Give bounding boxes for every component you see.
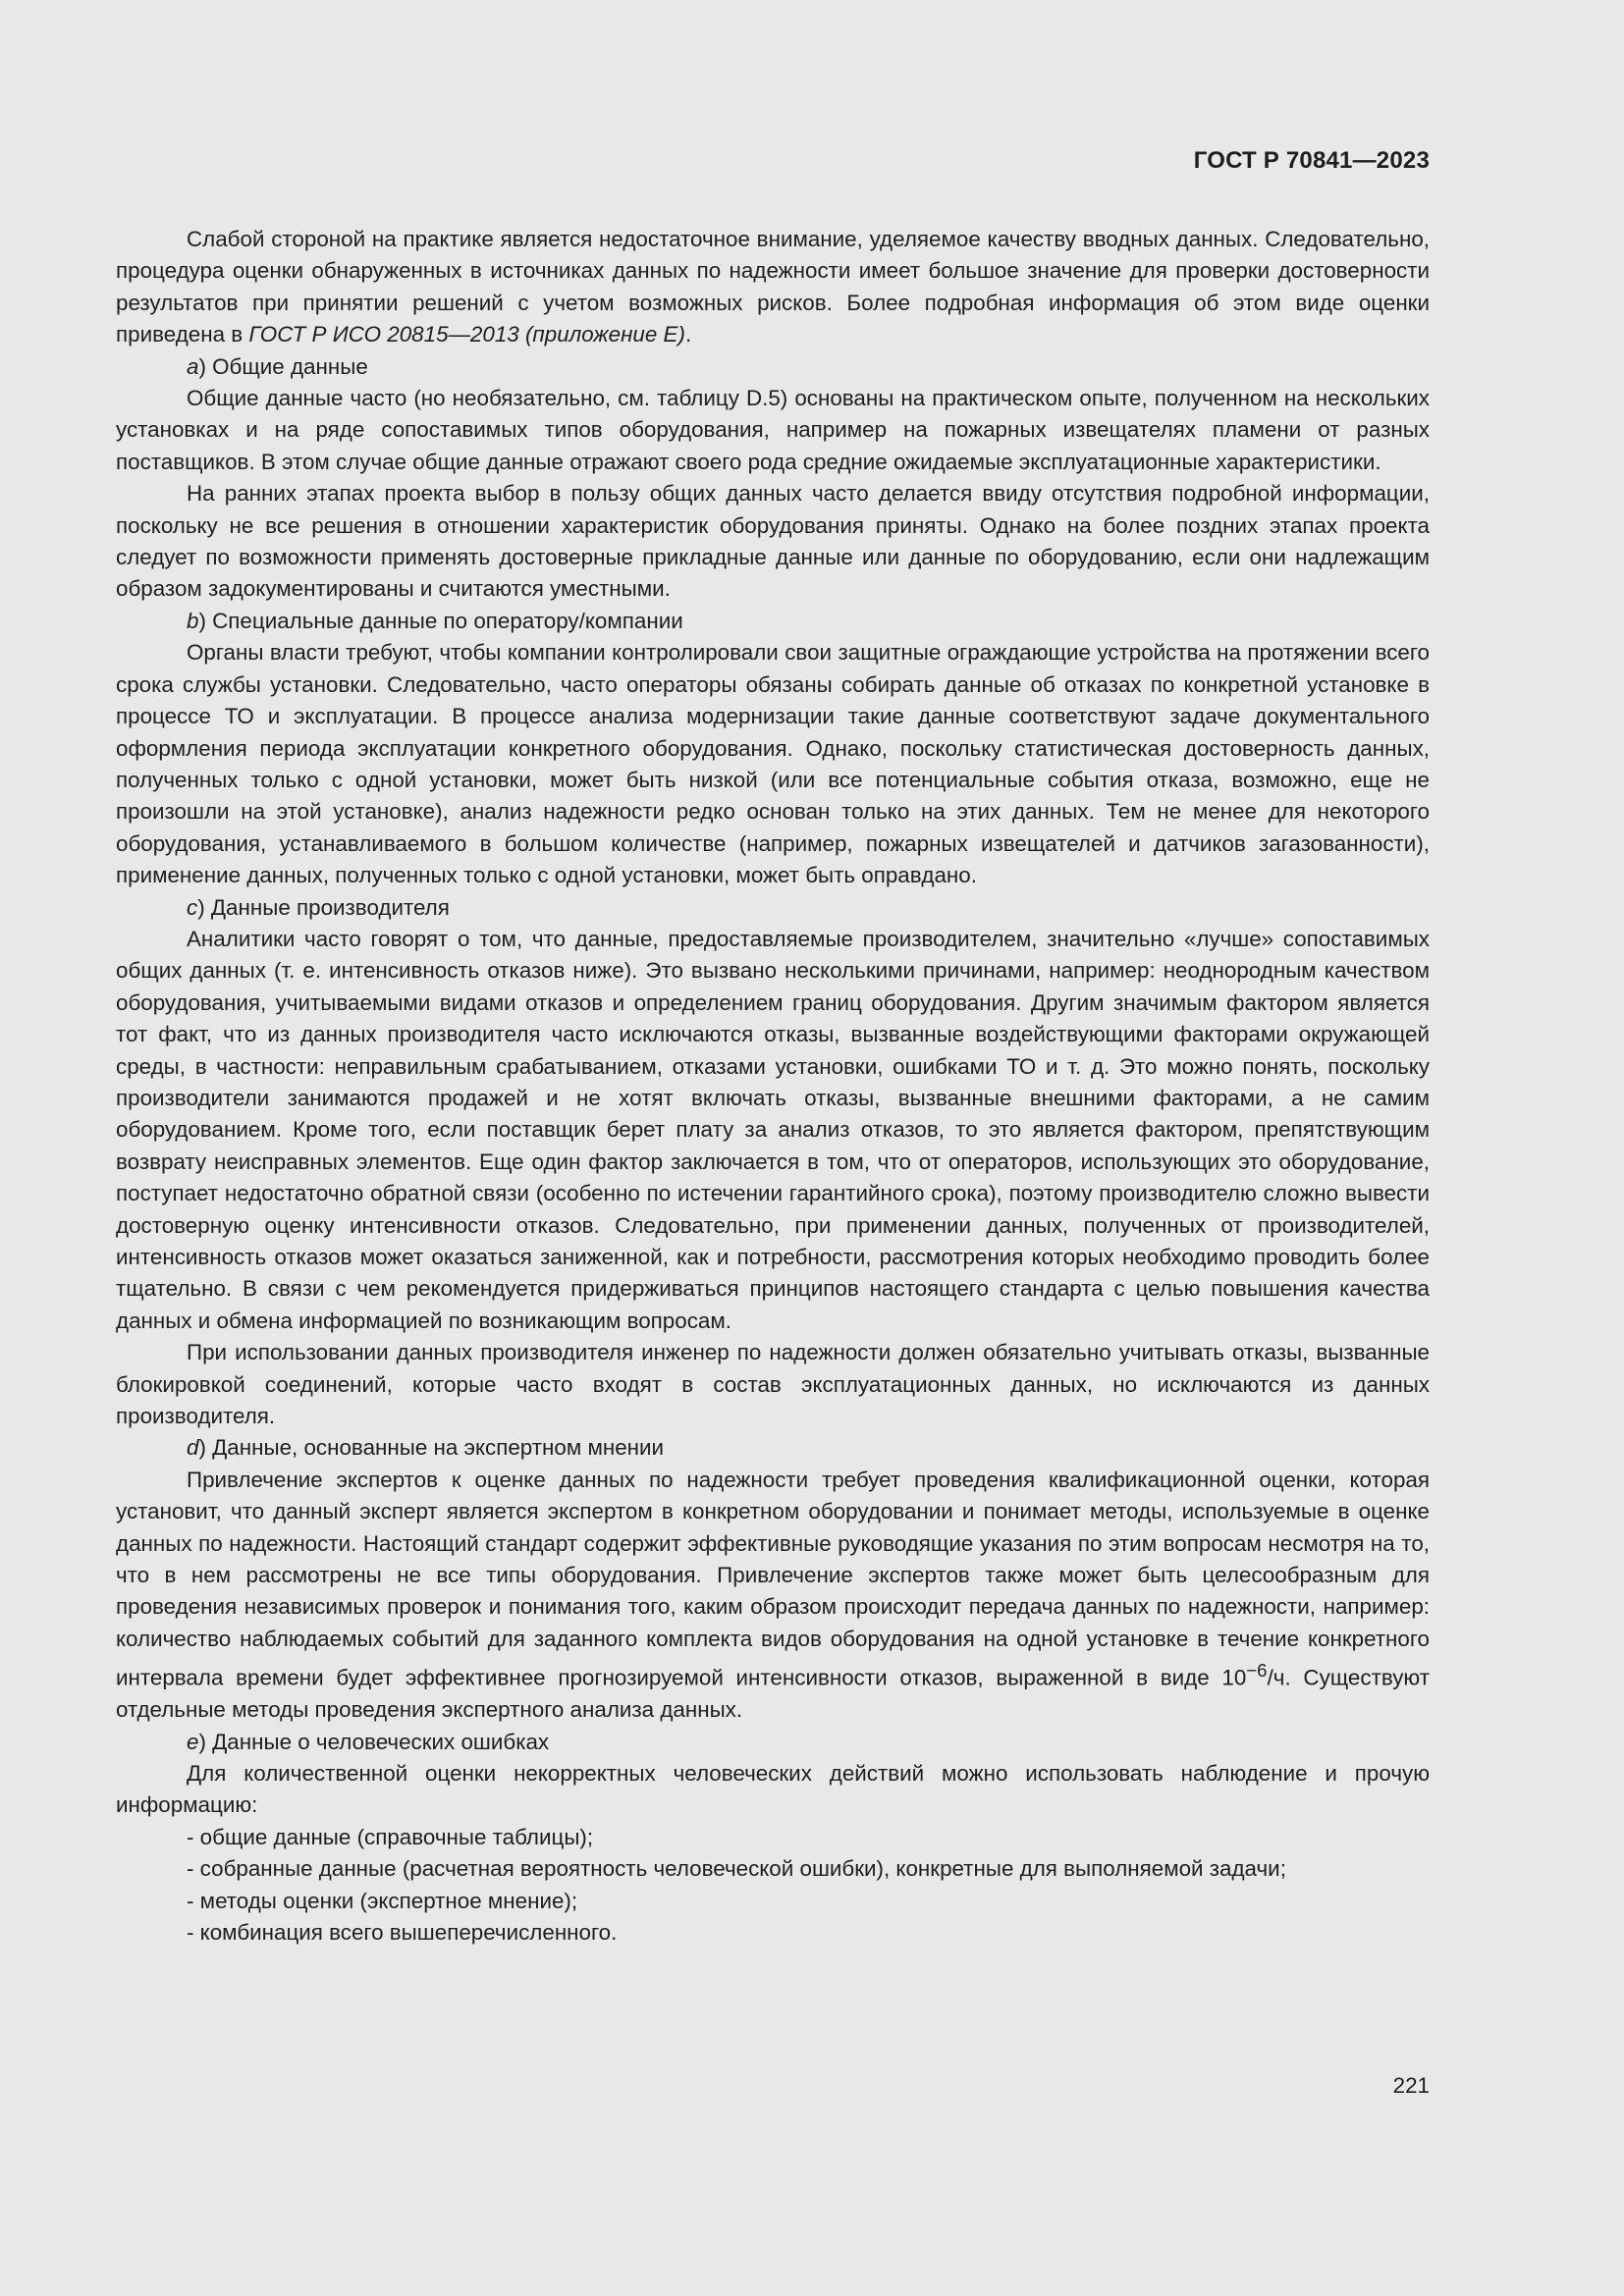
section-d-heading [116, 1432, 1430, 1464]
document-header: ГОСТ Р 70841—2023 [1193, 147, 1430, 174]
section-a-paragraph-2: На ранних этапах проекта выбор в пользу общих данных часто делается ввиду отсутствия подробной информации, поскольку не все решения в отношении характеристик оборудования приняты. Однако на более поздних этапах проекта следует по возможности применять достоверные прикладные данные или данные по оборудованию, если они надлежащим образом задокументированы и считаются уместными. [116, 481, 1430, 602]
section-c-letter: c [187, 894, 198, 920]
section-b-letter: b [187, 608, 199, 633]
section-e-heading [116, 1727, 1430, 1758]
section-d-letter: d [187, 1435, 199, 1461]
section-a-paragraph-1: Общие данные часто (но необязательно, см. таблицу D.5) основаны на практическом опыте, полученном на нескольких установках и на ряде сопоставимых типов оборудования, например на пожарных извещателях пламени от разных поставщиков. В этом случае общие данные отражают своего рода средние ожидаемые эксплуатационные характеристики. [116, 386, 1430, 474]
document-body [116, 224, 1430, 1949]
section-a-title: ) Общие данные [198, 353, 368, 379]
intro-paragraph [116, 224, 1430, 351]
intro-reference: ГОСТ Р ИСО 20815—2013 (приложение Е) [248, 322, 685, 347]
section-c-title: ) Данные производителя [197, 894, 450, 920]
section-d-paragraph-1 [116, 1465, 1430, 1727]
section-b-title: ) Специальные данные по оператору/компании [198, 608, 683, 633]
section-b-heading [116, 606, 1430, 637]
list-item: - методы оценки (экспертное мнение); [187, 1888, 578, 1913]
list-item: - общие данные (справочные таблицы); [187, 1824, 594, 1849]
section-e-title: ) Данные о человеческих ошибках [198, 1729, 550, 1754]
intro-end: . [684, 322, 692, 347]
section-a-heading [116, 351, 1430, 383]
page-number: 221 [1392, 2073, 1430, 2098]
section-e-paragraph-1: Для количественной оценки некорректных человеческих действий можно использовать наблюдение и прочую информацию: [116, 1760, 1430, 1818]
section-e-letter: e [187, 1729, 199, 1754]
section-d-title: ) Данные, основанные на экспертном мнении [198, 1435, 665, 1461]
list-item: - комбинация всего вышеперечисленного. [187, 1920, 618, 1945]
section-d-text: Привлечение экспертов к оценке данных по надежности требует проведения квалификационной оценки, которая установит, что данный эксперт является экспертом в конкретном оборудовании и понимает методы, используемые в оценке данных по надежности. Настоящий стандарт содержит эффективные руководящие указания по этим вопросам несмотря на то, что в нем рассмотрены не все типы оборудования. Привлечение экспертов также может быть целесообразным для проведения независимых проверок и понимания того, каким образом происходит передача данных по надежности, например: количество наблюдаемых событий для заданного комплекта видов оборудования на одной установке в течение конкретного интервала времени будет эффективнее прогнозируемой интенсивности отказов, выраженной в виде 10 [116, 1467, 1430, 1690]
section-c-paragraph-1: Аналитики часто говорят о том, что данные, предоставляемые производителем, значительно «лучше» сопоставимых общих данных (т. е. интенсивность отказов ниже). Это вызвано несколькими причинами, например: неоднородным качеством оборудования, учитываемыми видами отказов и определением границ оборудования. Другим значимым фактором является тот факт, что из данных производителя часто исключаются отказы, вызванные воздействующими факторами окружающей среды, в частности: неправильным срабатыванием, отказами установки, ошибками ТО и т. д. Это можно понять, поскольку производители занимаются продажей и не хотят включать отказы, вызванные внешними факторами, а не самим оборудованием. Кроме того, если поставщик берет плату за анализ отказов, то это является фактором, препятствующим возврату неисправных элементов. Еще один фактор заключается в том, что от операторов, использующих это оборудование, поступает недостаточно обратной связи (особенно по истечении гарантийного срока), поэтому производителю сложно вывести достоверную оценку интенсивности отказов. Следовательно, при применении данных, полученных от производителей, интенсивность отказов может оказаться заниженной, как и потребности, рассмотрения которых необходимо проводить более тщательно. В связи с чем рекомендуется придерживаться принципов настоящего стандарта с целью повышения качества данных и обмена информацией по возникающим вопросам. [116, 926, 1430, 1333]
section-c-heading [116, 892, 1430, 924]
exponent: −6 [1246, 1660, 1268, 1682]
section-a-letter: a [187, 353, 199, 379]
section-c-paragraph-2: При использовании данных производителя инженер по надежности должен обязательно учитывать отказы, вызванные блокировкой соединений, которые часто входят в состав эксплуатационных данных, но исключаются из данных производителя. [116, 1340, 1430, 1429]
list-item: - собранные данные (расчетная вероятность человеческой ошибки), конкретные для выполняемой задачи; [187, 1856, 1286, 1882]
section-d-text-end: /ч. Существуют отдельные методы проведения экспертного анализа данных. [116, 1665, 1430, 1723]
intro-text: Слабой стороной на практике является недостаточное внимание, уделяемое качеству вводных данных. Следовательно, процедура оценки обнаруженных в источниках данных по надежности имеет большое значение для проверки достоверности результатов при принятии решений с учетом возможных рисков. Более подробная информация об этом виде оценки приведена в [116, 227, 1430, 347]
section-b-paragraph-1: Органы власти требуют, чтобы компании контролировали свои защитные ограждающие устройства на протяжении всего срока службы установки. Следовательно, часто операторы обязаны собирать данные об отказах по конкретной установке в процессе ТО и эксплуатации. В процессе анализа модернизации такие данные соответствуют задаче документального оформления периода эксплуатации конкретного оборудования. Однако, поскольку статистическая достоверность данных, полученных только с одной установки, может быть низкой (или все потенциальные события отказа, возможно, еще не произошли на этой установке), анализ надежности редко основан только на этих данных. Тем не менее для некоторого оборудования, устанавливаемого в большом количестве (например, пожарных извещателей и датчиков загазованности), применение данных, полученных только с одной установки, может быть оправдано. [116, 640, 1430, 888]
